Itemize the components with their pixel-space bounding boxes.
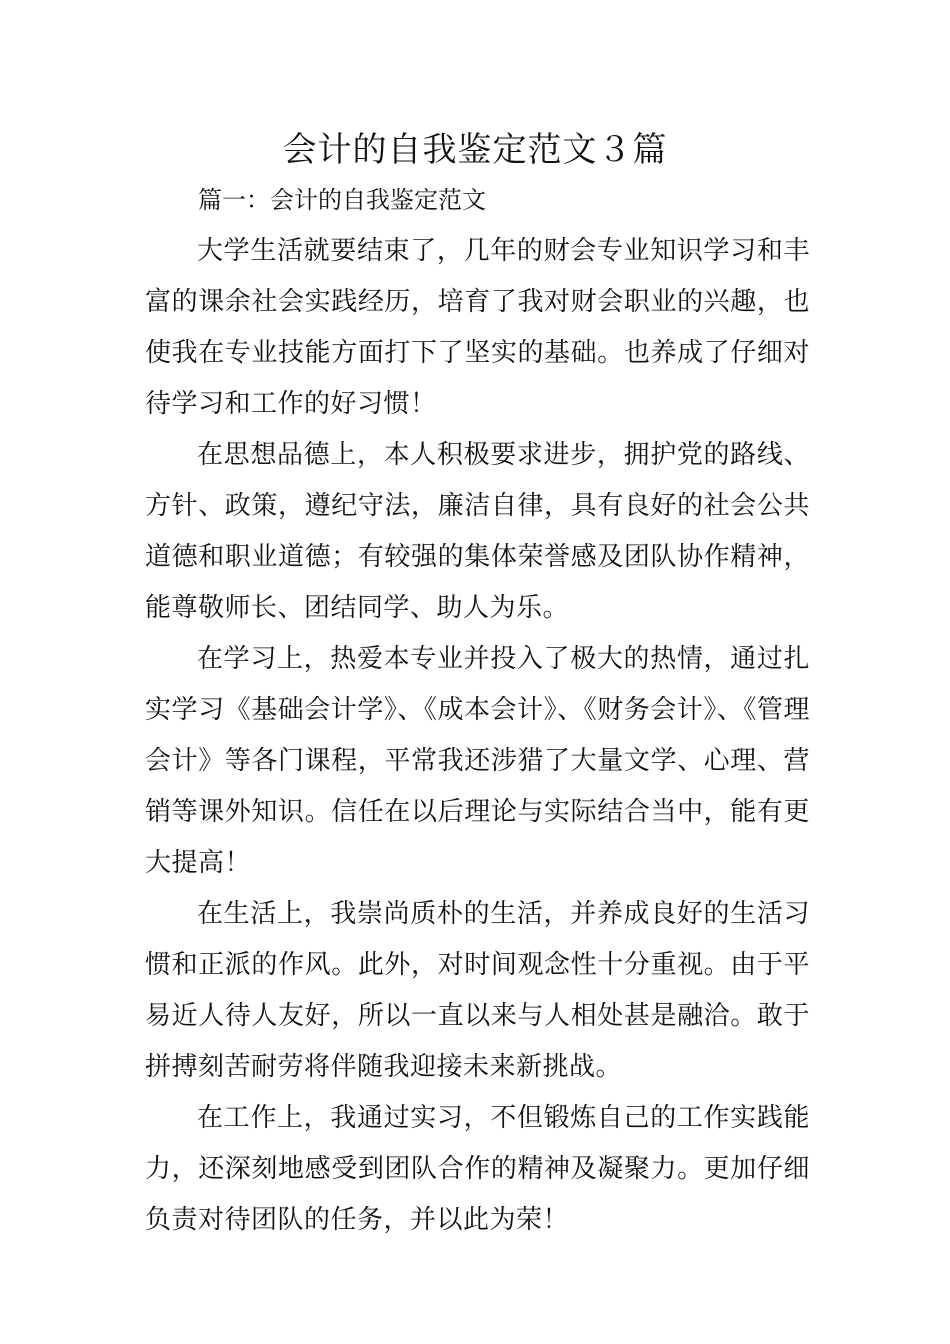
paragraph-4: 在生活上，我崇尚质朴的生活，并养成良好的生活习惯和正派的作风。此外，对时间观念性十分重视。由于平易近人待人友好，所以一直以来与人相处甚是融洽。敢于拼搏刻苦耐劳将伴随我迎接未来新挑战。 bbox=[145, 899, 810, 1082]
paragraph-3: 在学习上，热爱本专业并投入了极大的热情，通过扎实学习《基础会计学》、《成本会计》、《财务会计》、《管理会计》等各门课程，平常我还涉猎了大量文学、心理、营销等课外知识。信任在以后理论与实际结合当中，能有更大提高！ bbox=[145, 644, 810, 878]
section-heading: 篇一：会计的自我鉴定范文 bbox=[198, 186, 486, 214]
paragraph-5: 在工作上，我通过实习，不但锻炼自己的工作实践能力，还深刻地感受到团队合作的精神及凝聚力。更加仔细负责对待团队的任务，并以此为荣！ bbox=[145, 1103, 810, 1235]
paragraph-1: 大学生活就要结束了，几年的财会专业知识学习和丰富的课余社会实践经历，培育了我对财会职业的兴趣，也使我在专业技能方面打下了坚实的基础。也养成了仔细对待学习和工作的好习惯！ bbox=[145, 236, 810, 419]
paragraph-2: 在思想品德上，本人积极要求进步，拥护党的路线、方针、政策，遵纪守法，廉洁自律，具有良好的社会公共道德和职业道德；有较强的集体荣誉感及团队协作精神，能尊敬师长、团结同学、助人为乐。 bbox=[145, 440, 810, 623]
document-title: 会计的自我鉴定范文３篇 bbox=[282, 130, 668, 170]
document-body bbox=[145, 226, 810, 1246]
